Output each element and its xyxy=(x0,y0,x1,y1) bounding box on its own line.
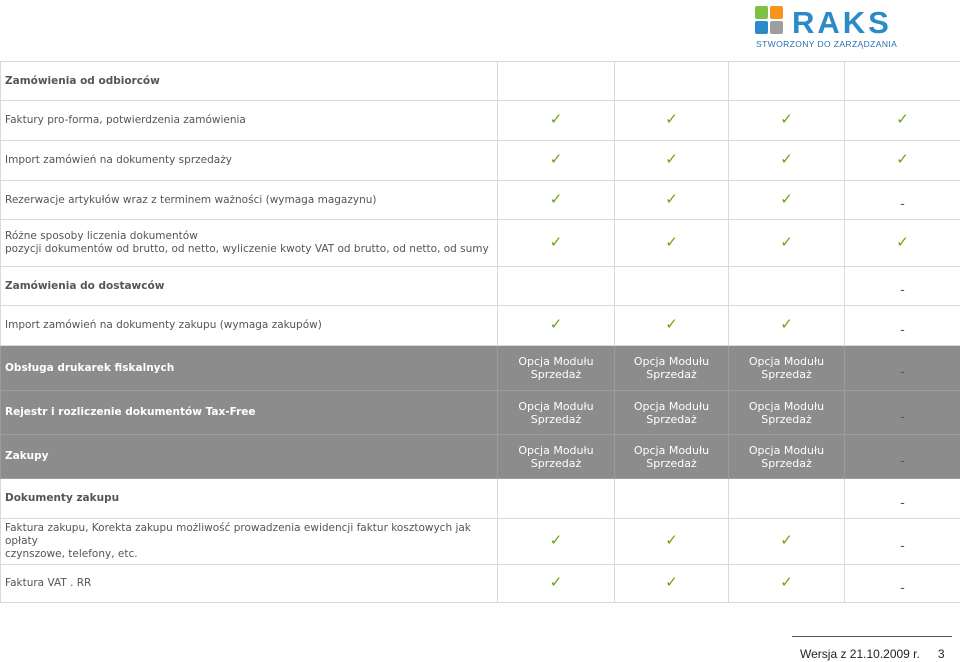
mark-cell-2 xyxy=(615,141,729,181)
checkmark-icon: ✓ xyxy=(896,232,909,251)
checkmark-icon: ✓ xyxy=(665,189,678,208)
mark-cell-3 xyxy=(729,181,845,220)
mark-cell-3 xyxy=(729,519,845,565)
page-number: 3 xyxy=(937,647,945,661)
section-label xyxy=(1,346,498,391)
raks-logo xyxy=(752,4,912,52)
feature-label xyxy=(1,306,498,346)
feature-label xyxy=(1,565,498,603)
mark-cell-3 xyxy=(729,267,845,306)
option-module-label: Opcja Modułu Sprzedaż xyxy=(748,443,825,470)
option-module-label: Opcja Modułu Sprzedaż xyxy=(633,355,710,381)
mark-cell-3 xyxy=(729,346,845,391)
mark-cell-1 xyxy=(498,479,615,519)
table-row xyxy=(1,435,960,479)
checkmark-icon: ✓ xyxy=(549,150,563,168)
mark-cell-2 xyxy=(615,565,729,603)
section-label xyxy=(1,391,498,435)
mark-cell-1 xyxy=(498,346,615,391)
checkmark-icon: ✓ xyxy=(780,315,793,333)
logo-wordmark: RAKS xyxy=(792,5,892,40)
table-row xyxy=(1,267,960,306)
label-line: Dokumenty zakupu xyxy=(5,492,120,504)
mark-cell-1 xyxy=(498,141,615,181)
mark-cell-2 xyxy=(615,101,729,141)
label-line: Zamówienia do dostawców xyxy=(5,279,165,292)
table-row xyxy=(1,62,960,101)
mark-cell-1 xyxy=(498,565,615,603)
feature-label xyxy=(1,181,498,220)
mark-cell-4 xyxy=(845,391,960,435)
mark-cell-2 xyxy=(615,519,729,565)
label-line: Faktury pro-forma, potwierdzenia zamówienia xyxy=(5,114,246,126)
mark-cell-1 xyxy=(498,435,615,479)
mark-cell-3 xyxy=(729,220,845,267)
option-module-label: Opcja Modułu Sprzedaż xyxy=(518,399,594,426)
mark-cell-1 xyxy=(498,391,615,435)
mark-cell-2 xyxy=(615,220,729,267)
not-available-mark: - xyxy=(900,197,905,212)
mark-cell-2 xyxy=(615,181,729,220)
label-line: Zamówienia od odbiorców xyxy=(5,74,160,87)
page-footer xyxy=(800,647,945,661)
mark-cell-4 xyxy=(845,62,960,101)
table-row xyxy=(1,391,960,435)
label-line: czynszowe, telefony, etc. xyxy=(5,548,138,560)
mark-cell-2 xyxy=(615,62,729,101)
mark-cell-4 xyxy=(845,479,960,519)
option-module-label: Opcja Modułu Sprzedaż xyxy=(633,399,710,426)
mark-cell-4 xyxy=(845,101,960,141)
mark-cell-3 xyxy=(729,62,845,101)
mark-cell-2 xyxy=(615,479,729,519)
table-row xyxy=(1,346,960,391)
not-available-mark: - xyxy=(900,538,905,554)
label-line: Zakupy xyxy=(5,450,49,462)
label-line: Faktura VAT . RR xyxy=(5,577,92,589)
checkmark-icon: ✓ xyxy=(896,110,909,128)
label-line: Import zamówień na dokumenty zakupu (wymaga zakupów) xyxy=(5,319,322,331)
section-label xyxy=(1,267,498,306)
label-line: pozycji dokumentów od brutto, od netto, wyliczenie kwoty VAT od brutto, od netto, od sumy xyxy=(5,243,489,255)
table-row xyxy=(1,519,960,565)
label-line: Rezerwacje artykułów wraz z terminem ważności (wymaga magazynu) xyxy=(5,193,377,206)
footer-rule xyxy=(792,636,952,637)
checkmark-icon: ✓ xyxy=(780,573,793,591)
section-label xyxy=(1,479,498,519)
mark-cell-3 xyxy=(729,435,845,479)
logo-tagline: STWORZONY DO ZARZĄDZANIA xyxy=(756,39,898,49)
logo-square-blue xyxy=(755,21,768,34)
mark-cell-1 xyxy=(498,220,615,267)
checkmark-icon: ✓ xyxy=(665,573,678,591)
feature-label xyxy=(1,519,498,565)
checkmark-icon: ✓ xyxy=(780,531,793,549)
table-row xyxy=(1,101,960,141)
checkmark-icon: ✓ xyxy=(549,573,563,591)
mark-cell-3 xyxy=(729,565,845,603)
checkmark-icon: ✓ xyxy=(780,189,793,208)
option-module-label: Opcja Modułu Sprzedaż xyxy=(748,399,825,426)
label-line: Obsługa drukarek fiskalnych xyxy=(5,361,175,374)
not-available-mark: - xyxy=(900,322,905,338)
table-row xyxy=(1,306,960,346)
feature-label xyxy=(1,141,498,181)
option-module-label: Opcja Modułu Sprzedaż xyxy=(748,355,825,381)
mark-cell-3 xyxy=(729,306,845,346)
mark-cell-4 xyxy=(845,220,960,267)
option-module-label: Opcja Modułu Sprzedaż xyxy=(518,443,594,470)
mark-cell-1 xyxy=(498,267,615,306)
checkmark-icon: ✓ xyxy=(665,232,678,251)
logo-square-orange xyxy=(770,6,783,19)
checkmark-icon: ✓ xyxy=(665,110,678,128)
mark-cell-3 xyxy=(729,141,845,181)
not-available-mark: - xyxy=(900,409,905,425)
table-row xyxy=(1,181,960,220)
table-row xyxy=(1,220,960,267)
mark-cell-3 xyxy=(729,101,845,141)
checkmark-icon: ✓ xyxy=(549,315,563,333)
mark-cell-4 xyxy=(845,181,960,220)
mark-cell-4 xyxy=(845,306,960,346)
mark-cell-1 xyxy=(498,181,615,220)
section-label xyxy=(1,62,498,101)
table-row xyxy=(1,141,960,181)
mark-cell-4 xyxy=(845,565,960,603)
checkmark-icon: ✓ xyxy=(549,232,563,251)
checkmark-icon: ✓ xyxy=(780,150,793,168)
logo-square-green xyxy=(755,6,768,19)
section-label xyxy=(1,435,498,479)
checkmark-icon: ✓ xyxy=(780,232,793,251)
mark-cell-4 xyxy=(845,267,960,306)
mark-cell-3 xyxy=(729,479,845,519)
mark-cell-1 xyxy=(498,306,615,346)
mark-cell-2 xyxy=(615,435,729,479)
mark-cell-4 xyxy=(845,435,960,479)
mark-cell-2 xyxy=(615,306,729,346)
logo-square-gray xyxy=(770,21,783,34)
option-module-label: Opcja Modułu Sprzedaż xyxy=(518,355,594,381)
label-line: Różne sposoby liczenia dokumentów xyxy=(5,230,198,242)
table-row xyxy=(1,479,960,519)
mark-cell-1 xyxy=(498,519,615,565)
mark-cell-2 xyxy=(615,391,729,435)
feature-label xyxy=(1,101,498,141)
checkmark-icon: ✓ xyxy=(665,531,678,549)
checkmark-icon: ✓ xyxy=(665,315,678,333)
mark-cell-2 xyxy=(615,267,729,306)
version-label: Wersja z 21.10.2009 r. xyxy=(800,647,920,661)
mark-cell-1 xyxy=(498,101,615,141)
not-available-mark: - xyxy=(900,580,905,596)
mark-cell-1 xyxy=(498,62,615,101)
checkmark-icon: ✓ xyxy=(896,150,909,168)
mark-cell-4 xyxy=(845,519,960,565)
not-available-mark: - xyxy=(900,495,905,511)
not-available-mark: - xyxy=(900,453,905,469)
label-line: Import zamówień na dokumenty sprzedaży xyxy=(5,154,232,166)
checkmark-icon: ✓ xyxy=(780,110,793,128)
mark-cell-3 xyxy=(729,391,845,435)
table-row xyxy=(1,565,960,603)
feature-label xyxy=(1,220,498,267)
not-available-mark: - xyxy=(900,283,905,298)
mark-cell-2 xyxy=(615,346,729,391)
checkmark-icon: ✓ xyxy=(549,110,563,128)
mark-cell-4 xyxy=(845,141,960,181)
checkmark-icon: ✓ xyxy=(665,150,678,168)
label-line: Faktura zakupu, Korekta zakupu możliwość prowadzenia ewidencji faktur kosztowych jak opłaty xyxy=(5,522,471,547)
not-available-mark: - xyxy=(900,365,905,380)
option-module-label: Opcja Modułu Sprzedaż xyxy=(633,443,710,470)
checkmark-icon: ✓ xyxy=(549,189,563,208)
mark-cell-4 xyxy=(845,346,960,391)
label-line: Rejestr i rozliczenie dokumentów Tax-Free xyxy=(5,406,256,418)
feature-table xyxy=(0,61,960,603)
checkmark-icon: ✓ xyxy=(549,531,563,549)
